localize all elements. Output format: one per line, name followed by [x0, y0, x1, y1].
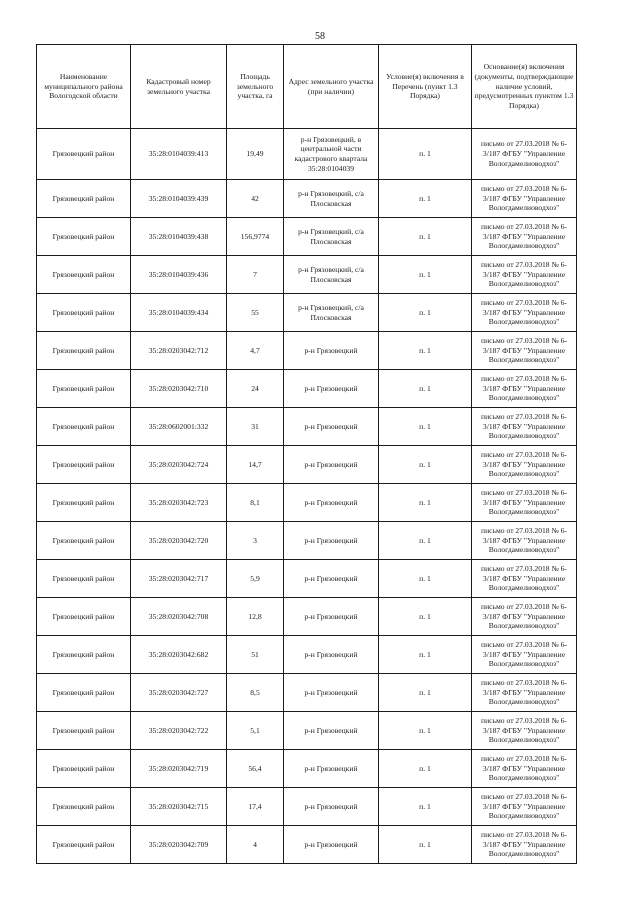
- cell-address: р-н Грязовецкий: [284, 636, 379, 674]
- cell-district: Грязовецкий район: [37, 674, 131, 712]
- cell-condition: п. 1: [379, 826, 472, 864]
- table-row: [37, 788, 577, 826]
- table-row: [37, 636, 577, 674]
- cell-cadastral-number: 35:28:0203042:715: [131, 788, 227, 826]
- cell-address: р-н Грязовецкий, с/а Плосковская: [284, 294, 379, 332]
- table-row: [37, 408, 577, 446]
- cell-area: 7: [227, 256, 284, 294]
- cell-district: Грязовецкий район: [37, 636, 131, 674]
- cell-basis: письмо от 27.03.2018 № 6-3/187 ФГБУ "Управление Вологдамелиоводхоз": [472, 674, 577, 712]
- cell-address: р-н Грязовецкий, в центральной части кадастрового квартала 35:28:0104039: [284, 129, 379, 180]
- cell-condition: п. 1: [379, 408, 472, 446]
- table-row: [37, 560, 577, 598]
- cell-condition: п. 1: [379, 129, 472, 180]
- table-row: [37, 180, 577, 218]
- cell-condition: п. 1: [379, 788, 472, 826]
- cell-condition: п. 1: [379, 598, 472, 636]
- cell-address: р-н Грязовецкий, с/а Плосковская: [284, 218, 379, 256]
- cell-basis: письмо от 27.03.2018 № 6-3/187 ФГБУ "Управление Вологдамелиоводхоз": [472, 218, 577, 256]
- cell-address: р-н Грязовецкий: [284, 750, 379, 788]
- cell-cadastral-number: 35:28:0104039:438: [131, 218, 227, 256]
- cell-condition: п. 1: [379, 370, 472, 408]
- cell-cadastral-number: 35:28:0104039:434: [131, 294, 227, 332]
- cell-address: р-н Грязовецкий: [284, 788, 379, 826]
- cell-basis: письмо от 27.03.2018 № 6-3/187 ФГБУ "Управление Вологдамелиоводхоз": [472, 129, 577, 180]
- cell-basis: письмо от 27.03.2018 № 6-3/187 ФГБУ "Управление Вологдамелиоводхоз": [472, 180, 577, 218]
- cell-area: 4,7: [227, 332, 284, 370]
- cell-area: 17,4: [227, 788, 284, 826]
- cell-cadastral-number: 35:28:0203042:727: [131, 674, 227, 712]
- table-row: [37, 522, 577, 560]
- cell-cadastral-number: 35:28:0203042:682: [131, 636, 227, 674]
- cell-area: 5,1: [227, 712, 284, 750]
- cell-district: Грязовецкий район: [37, 484, 131, 522]
- cell-address: р-н Грязовецкий: [284, 674, 379, 712]
- cell-cadastral-number: 35:28:0203042:710: [131, 370, 227, 408]
- header-address: Адрес земельного участка (при наличии): [284, 45, 379, 129]
- cell-address: р-н Грязовецкий: [284, 408, 379, 446]
- cell-basis: письмо от 27.03.2018 № 6-3/187 ФГБУ "Управление Вологдамелиоводхоз": [472, 712, 577, 750]
- cell-district: Грязовецкий район: [37, 370, 131, 408]
- table-row: [37, 129, 577, 180]
- cell-district: Грязовецкий район: [37, 332, 131, 370]
- table-row: [37, 446, 577, 484]
- cell-basis: письмо от 27.03.2018 № 6-3/187 ФГБУ "Управление Вологдамелиоводхоз": [472, 522, 577, 560]
- cell-cadastral-number: 35:28:0602001:332: [131, 408, 227, 446]
- cell-condition: п. 1: [379, 522, 472, 560]
- table-row: [37, 484, 577, 522]
- cell-district: Грязовецкий район: [37, 256, 131, 294]
- header-district: Наименование муниципального района Вологодской области: [37, 45, 131, 129]
- cell-condition: п. 1: [379, 256, 472, 294]
- cell-basis: письмо от 27.03.2018 № 6-3/187 ФГБУ "Управление Вологдамелиоводхоз": [472, 294, 577, 332]
- cell-basis: письмо от 27.03.2018 № 6-3/187 ФГБУ "Управление Вологдамелиоводхоз": [472, 788, 577, 826]
- cell-condition: п. 1: [379, 180, 472, 218]
- cell-basis: письмо от 27.03.2018 № 6-3/187 ФГБУ "Управление Вологдамелиоводхоз": [472, 636, 577, 674]
- cell-area: 55: [227, 294, 284, 332]
- land-plot-registry-table: [36, 44, 577, 864]
- cell-area: 3: [227, 522, 284, 560]
- cell-area: 4: [227, 826, 284, 864]
- cell-basis: письмо от 27.03.2018 № 6-3/187 ФГБУ "Управление Вологдамелиоводхоз": [472, 408, 577, 446]
- cell-area: 156,9774: [227, 218, 284, 256]
- cell-district: Грязовецкий район: [37, 560, 131, 598]
- cell-area: 5,9: [227, 560, 284, 598]
- cell-condition: п. 1: [379, 674, 472, 712]
- cell-district: Грязовецкий район: [37, 294, 131, 332]
- cell-address: р-н Грязовецкий: [284, 332, 379, 370]
- cell-district: Грязовецкий район: [37, 826, 131, 864]
- cell-address: р-н Грязовецкий: [284, 712, 379, 750]
- cell-condition: п. 1: [379, 446, 472, 484]
- cell-basis: письмо от 27.03.2018 № 6-3/187 ФГБУ "Управление Вологдамелиоводхоз": [472, 332, 577, 370]
- cell-address: р-н Грязовецкий: [284, 370, 379, 408]
- cell-condition: п. 1: [379, 218, 472, 256]
- page-number: 58: [315, 31, 325, 42]
- cell-basis: письмо от 27.03.2018 № 6-3/187 ФГБУ "Управление Вологдамелиоводхоз": [472, 446, 577, 484]
- cell-address: р-н Грязовецкий: [284, 446, 379, 484]
- cell-district: Грязовецкий район: [37, 446, 131, 484]
- cell-cadastral-number: 35:28:0203042:717: [131, 560, 227, 598]
- cell-address: р-н Грязовецкий: [284, 826, 379, 864]
- cell-condition: п. 1: [379, 560, 472, 598]
- table-body: [37, 129, 577, 864]
- table-row: [37, 712, 577, 750]
- cell-cadastral-number: 35:28:0203042:724: [131, 446, 227, 484]
- cell-condition: п. 1: [379, 712, 472, 750]
- table-header-row: [37, 45, 577, 129]
- cell-district: Грязовецкий район: [37, 408, 131, 446]
- cell-district: Грязовецкий район: [37, 788, 131, 826]
- cell-area: 31: [227, 408, 284, 446]
- cell-address: р-н Грязовецкий, с/а Плосковская: [284, 180, 379, 218]
- cell-basis: письмо от 27.03.2018 № 6-3/187 ФГБУ "Управление Вологдамелиоводхоз": [472, 750, 577, 788]
- cell-area: 8,1: [227, 484, 284, 522]
- cell-cadastral-number: 35:28:0203042:720: [131, 522, 227, 560]
- table-row: [37, 256, 577, 294]
- cell-cadastral-number: 35:28:0203042:708: [131, 598, 227, 636]
- cell-condition: п. 1: [379, 750, 472, 788]
- cell-area: 24: [227, 370, 284, 408]
- cell-district: Грязовецкий район: [37, 712, 131, 750]
- cell-district: Грязовецкий район: [37, 180, 131, 218]
- cell-area: 12,8: [227, 598, 284, 636]
- cell-area: 51: [227, 636, 284, 674]
- cell-district: Грязовецкий район: [37, 598, 131, 636]
- table-row: [37, 826, 577, 864]
- cell-cadastral-number: 35:28:0203042:719: [131, 750, 227, 788]
- cell-basis: письмо от 27.03.2018 № 6-3/187 ФГБУ "Управление Вологдамелиоводхоз": [472, 370, 577, 408]
- table-row: [37, 674, 577, 712]
- cell-basis: письмо от 27.03.2018 № 6-3/187 ФГБУ "Управление Вологдамелиоводхоз": [472, 826, 577, 864]
- cell-cadastral-number: 35:28:0104039:436: [131, 256, 227, 294]
- cell-address: р-н Грязовецкий, с/а Плосковская: [284, 256, 379, 294]
- cell-condition: п. 1: [379, 332, 472, 370]
- cell-address: р-н Грязовецкий: [284, 484, 379, 522]
- cell-cadastral-number: 35:28:0203042:709: [131, 826, 227, 864]
- cell-district: Грязовецкий район: [37, 522, 131, 560]
- table-row: [37, 750, 577, 788]
- table-row: [37, 332, 577, 370]
- cell-cadastral-number: 35:28:0104039:439: [131, 180, 227, 218]
- cell-basis: письмо от 27.03.2018 № 6-3/187 ФГБУ "Управление Вологдамелиоводхоз": [472, 484, 577, 522]
- cell-condition: п. 1: [379, 484, 472, 522]
- header-cadastral-number: Кадастровый номер земельного участка: [131, 45, 227, 129]
- header-area: Площадь земельного участка, га: [227, 45, 284, 129]
- cell-area: 56,4: [227, 750, 284, 788]
- cell-condition: п. 1: [379, 294, 472, 332]
- cell-cadastral-number: 35:28:0203042:722: [131, 712, 227, 750]
- header-condition: Условие(я) включения в Перечень (пункт 1.3 Порядка): [379, 45, 472, 129]
- cell-address: р-н Грязовецкий: [284, 598, 379, 636]
- cell-basis: письмо от 27.03.2018 № 6-3/187 ФГБУ "Управление Вологдамелиоводхоз": [472, 560, 577, 598]
- table-row: [37, 598, 577, 636]
- cell-district: Грязовецкий район: [37, 218, 131, 256]
- header-basis: Основание(я) включения (документы, подтверждающие наличие условий, предусмотренных пунктом 1.3 Порядка): [472, 45, 577, 129]
- cell-area: 8,5: [227, 674, 284, 712]
- cell-address: р-н Грязовецкий: [284, 522, 379, 560]
- cell-area: 42: [227, 180, 284, 218]
- cell-area: 19,49: [227, 129, 284, 180]
- table-row: [37, 218, 577, 256]
- cell-cadastral-number: 35:28:0203042:723: [131, 484, 227, 522]
- cell-area: 14,7: [227, 446, 284, 484]
- cell-cadastral-number: 35:28:0104039:413: [131, 129, 227, 180]
- table-row: [37, 294, 577, 332]
- cell-basis: письмо от 27.03.2018 № 6-3/187 ФГБУ "Управление Вологдамелиоводхоз": [472, 256, 577, 294]
- table-row: [37, 370, 577, 408]
- cell-cadastral-number: 35:28:0203042:712: [131, 332, 227, 370]
- cell-district: Грязовецкий район: [37, 129, 131, 180]
- cell-basis: письмо от 27.03.2018 № 6-3/187 ФГБУ "Управление Вологдамелиоводхоз": [472, 598, 577, 636]
- cell-address: р-н Грязовецкий: [284, 560, 379, 598]
- cell-condition: п. 1: [379, 636, 472, 674]
- cell-district: Грязовецкий район: [37, 750, 131, 788]
